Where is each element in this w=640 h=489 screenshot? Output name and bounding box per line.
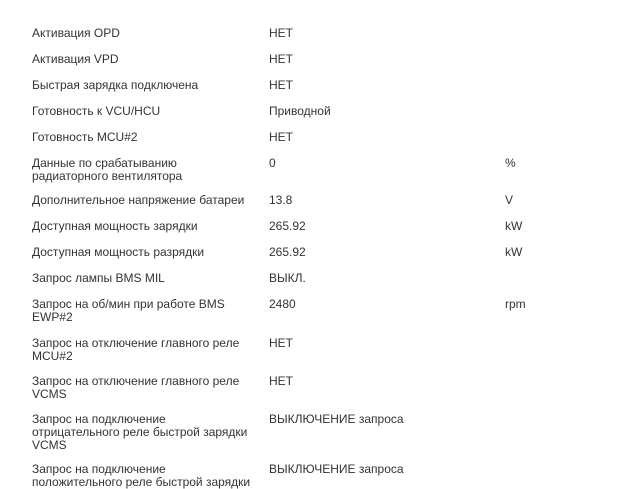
parameter-value: НЕТ [269, 78, 293, 92]
parameter-name: Быстрая зарядка подключена [32, 78, 199, 92]
parameter-unit: kW [505, 245, 523, 259]
parameter-name: Запрос на отключение главного реле MCU#2 [32, 336, 240, 363]
parameter-value: 0 [269, 156, 276, 170]
parameter-value: НЕТ [269, 130, 293, 144]
parameter-name: Запрос на об/мин при работе BMS EWP#2 [32, 297, 225, 324]
parameter-value: НЕТ [269, 374, 293, 388]
parameter-name: Запрос лампы BMS MIL [32, 271, 165, 285]
parameter-unit: % [505, 156, 516, 170]
parameter-value: НЕТ [269, 336, 293, 350]
parameter-value: ВЫКЛ. [269, 271, 306, 285]
parameter-name: Запрос на подключение отрицательного реле быстрой зарядки VCMS [32, 412, 248, 452]
parameter-value: 13.8 [269, 193, 293, 207]
parameter-value: 265.92 [269, 245, 306, 259]
parameter-name: Данные по срабатыванию радиаторного вентилятора [32, 156, 183, 183]
parameter-name: Запрос на отключение главного реле VCMS [32, 374, 240, 401]
parameter-unit: kW [505, 219, 523, 233]
parameter-name: Доступная мощность разрядки [32, 245, 205, 259]
parameter-value: ВЫКЛЮЧЕНИЕ запроса [269, 462, 404, 476]
parameter-value: НЕТ [269, 52, 293, 66]
parameter-name: Готовность к VCU/HCU [32, 104, 161, 118]
parameter-unit: V [505, 193, 514, 207]
parameter-name: Активация VPD [32, 52, 119, 66]
parameter-value: 2480 [269, 297, 296, 311]
parameter-value: НЕТ [269, 26, 293, 40]
parameter-value: ВЫКЛЮЧЕНИЕ запроса [269, 412, 404, 426]
parameter-name: Запрос на подключение положительного реле быстрой зарядки [32, 462, 251, 489]
parameter-name: Активация OPD [32, 26, 120, 40]
parameter-value: Приводной [269, 104, 331, 118]
parameter-name: Готовность MCU#2 [32, 130, 138, 144]
parameter-value: 265.92 [269, 219, 306, 233]
parameter-name: Дополнительное напряжение батареи [32, 193, 245, 207]
parameter-unit: rpm [505, 297, 526, 311]
parameter-name: Доступная мощность зарядки [32, 219, 198, 233]
